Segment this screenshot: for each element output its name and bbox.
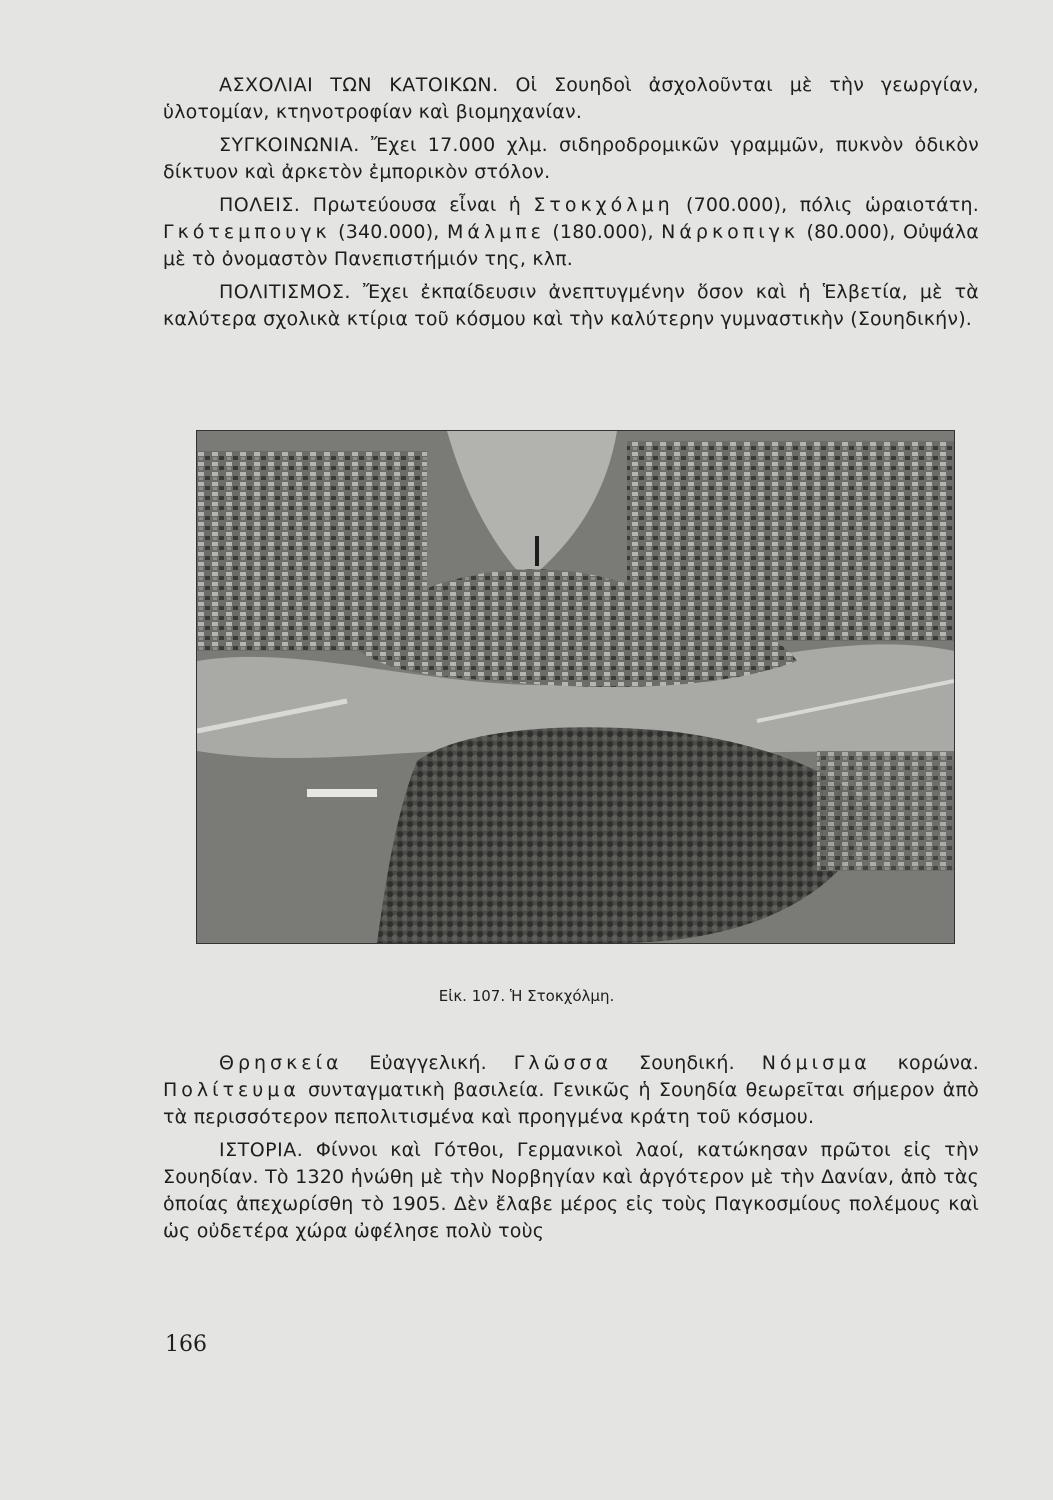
east-harbour xyxy=(817,751,954,871)
city-gothenburg: Γκότεμπουγκ xyxy=(163,221,331,243)
paragraph-occupations xyxy=(163,72,979,126)
cities-text-5: (80.000), Οὐψάλα μὲ τὸ ὀνομαστὸν Πανεπιστήμιόν της, κλπ. xyxy=(163,221,980,270)
history-text: Φίννοι καὶ Γότθοι, Γερμανικοὶ λαοί, κατώκησαν πρῶτοι εἰς τὴν Σουηδίαν. Τὸ 1320 ἡνώθη μὲ τὴν Νορβηγίαν καὶ ἀργότερον μὲ τὴν Δανίαν, ἀπὸ τὰς ὁποίας ἀπεχωρίσθη τὸ 1905. Δὲν ἔλαβε μέρος εἰς τοὺς Παγκοσμίους πολέμους καὶ ὡς οὐδετέρα χώρα ὠφέλησε πολὺ τοὺς xyxy=(163,1139,979,1242)
city-malmo: Μάλμπε xyxy=(446,221,545,243)
religion-text-3: κορώνα. xyxy=(870,1052,979,1074)
paragraph-history xyxy=(163,1137,979,1245)
city-stockholm: Στοκχόλμη xyxy=(533,194,674,216)
city-norrkoping: Νάρκοπιγκ xyxy=(661,221,800,243)
occupations-heading: ΑΣΧΟΛΙΑΙ ΤΩΝ ΚΑΤΟΙΚΩΝ. xyxy=(219,74,499,96)
culture-heading: ΠΟΛΙΤΙΣΜΟΣ. xyxy=(219,281,351,303)
occupations-text: Οἱ Σουηδοὶ ἀσχολοῦνται μὲ τὴν γεωργίαν, ὑλοτομίαν, κτηνοτροφίαν καὶ βιομηχανίαν. xyxy=(163,74,979,123)
photo-illustration xyxy=(197,431,954,943)
paragraph-communications xyxy=(163,132,979,186)
ship xyxy=(307,789,377,797)
history-heading: ΙΣΤΟΡΙΑ. xyxy=(219,1139,304,1161)
cities-text-2: (700.000), πόλις ὡραιοτάτη. xyxy=(673,194,979,216)
culture-text: Ἔχει ἐκπαίδευσιν ἀνεπτυγμένην ὅσον καὶ ἡ Ἑλβετία, μὲ τὰ καλύτερα σχολικὰ κτίρια τοῦ κόσμου καὶ τὴν καλύτερην γυμναστικὴν (Σουηδικήν). xyxy=(163,281,979,330)
communications-heading: ΣΥΓΚΟΙΝΩΝΙΑ. xyxy=(219,134,360,156)
cities-heading: ΠΟΛΕΙΣ. xyxy=(219,194,301,216)
figure-caption: Εἰκ. 107. Ἡ Στοκχόλμη. xyxy=(438,987,615,1005)
page-number: 166 xyxy=(165,1332,207,1357)
government-label: Πολίτευμα xyxy=(163,1079,300,1101)
religion-text-1: Εὐαγγελική. xyxy=(342,1052,514,1074)
paragraph-culture xyxy=(163,279,979,333)
religion-text-2: Σουηδική. xyxy=(612,1052,762,1074)
communications-text: Ἔχει 17.000 χλμ. σιδηροδρομικῶν γραμμῶν, πυκνὸν ὁδικὸν δίκτυον καὶ ἀρκετὸν ἐμπορικὸν στόλον. xyxy=(163,134,979,183)
paragraph-religion xyxy=(163,1050,979,1131)
top-text-block xyxy=(163,72,979,339)
cities-text-3: (340.000), xyxy=(330,221,447,243)
paragraph-cities xyxy=(163,192,979,273)
cities-text-1: Πρωτεύουσα εἶναι ἡ xyxy=(300,194,534,216)
bottom-text-block xyxy=(163,1050,979,1251)
religion-text-4: συνταγματικὴ βασιλεία. Γενικῶς ἡ Σουηδία θεωρεῖται σήμερον ἀπὸ τὰ περισσότερον πεπολιτισμένα καὶ προηγμένα κράτη τοῦ κόσμου. xyxy=(163,1079,979,1128)
cities-text-4: (180.000), xyxy=(544,221,662,243)
currency-label: Νόμισμα xyxy=(761,1052,871,1074)
religion-label: Θρησκεία xyxy=(219,1052,343,1074)
church-spire xyxy=(535,536,539,566)
stockholm-aerial-photo xyxy=(196,430,955,944)
language-label: Γλῶσσα xyxy=(513,1052,613,1074)
